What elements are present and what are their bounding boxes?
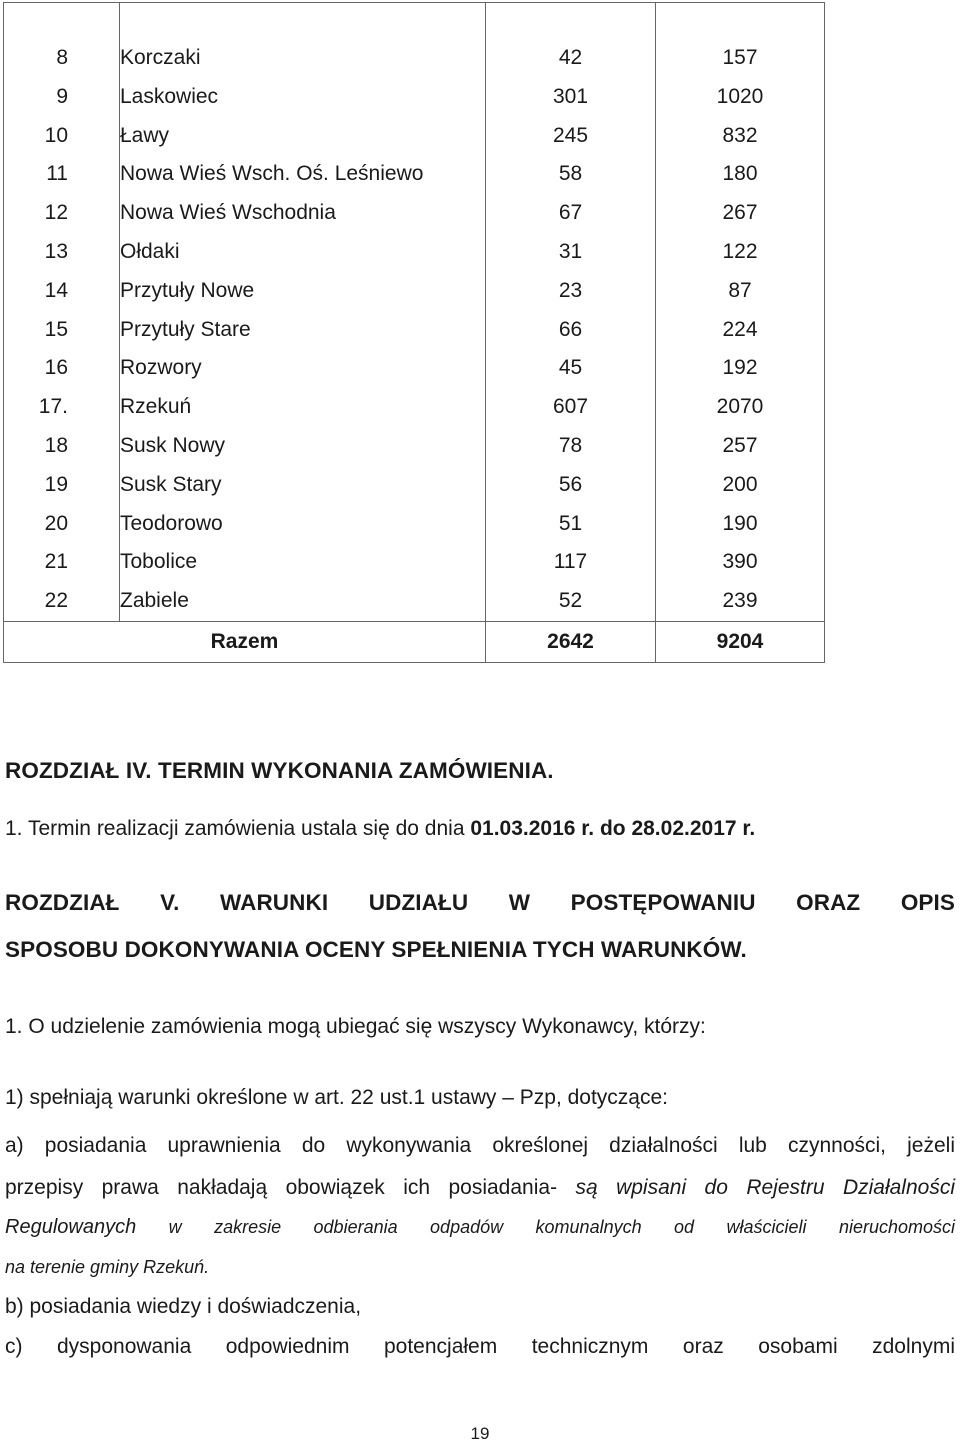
row-number: 9 <box>4 78 120 117</box>
row-number: 13 <box>4 233 120 272</box>
value-a: 31 <box>486 233 656 272</box>
table-row <box>4 505 825 544</box>
row-number: 19 <box>4 466 120 505</box>
chapter-iv-heading: ROZDZIAŁ IV. TERMIN WYKONANIA ZAMÓWIENIA. <box>5 758 554 783</box>
value-a: 42 <box>486 39 656 78</box>
condition-a-line-4: na terenie gminy Rzekuń. <box>5 1257 210 1277</box>
table-row <box>4 388 825 427</box>
village-name: Teodorowo <box>120 505 486 544</box>
value-b: 180 <box>656 155 825 194</box>
village-name: Korczaki <box>120 39 486 78</box>
value-a: 117 <box>486 543 656 582</box>
condition-a-line-1: a) posiadania uprawnienia do wykonywania określonej działalności lub czynności, jeżeli <box>5 1134 955 1157</box>
village-name: Przytuły Stare <box>120 311 486 350</box>
total-label <box>4 621 486 662</box>
village-name: Susk Nowy <box>120 427 486 466</box>
condition-a-line-3-big: Regulowanych <box>5 1216 137 1238</box>
row-number: 15 <box>4 311 120 350</box>
table-row <box>4 582 825 621</box>
table-row <box>4 349 825 388</box>
deadline-text: 1. Termin realizacji zamówienia ustala się do dnia <box>5 817 471 840</box>
table-row <box>4 194 825 233</box>
table-row <box>4 117 825 156</box>
total-row <box>4 621 825 662</box>
village-name: Susk Stary <box>120 466 486 505</box>
value-a: 301 <box>486 78 656 117</box>
condition-c: c) dysponowania odpowiednim potencjałem technicznym oraz osobami zdolnymi <box>5 1335 955 1358</box>
row-number: 10 <box>4 117 120 156</box>
row-number: 18 <box>4 427 120 466</box>
value-b: 267 <box>656 194 825 233</box>
condition-a-line-3 <box>5 1216 955 1239</box>
table-row <box>4 543 825 582</box>
total-label-text: Razem <box>210 629 279 653</box>
condition-b: b) posiadania wiedzy i doświadczenia, <box>5 1295 362 1318</box>
chapter-iv-paragraph-1 <box>5 817 955 841</box>
row-number: 20 <box>4 505 120 544</box>
row-number: 8 <box>4 39 120 78</box>
row-number: 22 <box>4 582 120 621</box>
value-b: 122 <box>656 233 825 272</box>
value-b: 190 <box>656 505 825 544</box>
chapter-v-paragraph-2: 1) spełniają warunki określone w art. 22 ust.1 ustawy – Pzp, dotyczące: <box>5 1086 668 1109</box>
village-name: Laskowiec <box>120 78 486 117</box>
row-number: 16 <box>4 349 120 388</box>
village-name: Ołdaki <box>120 233 486 272</box>
table-row <box>4 466 825 505</box>
value-b: 1020 <box>656 78 825 117</box>
chapter-v-heading-line-2: SPOSOBU DOKONYWANIA OCENY SPEŁNIENIA TYCH WARUNKÓW. <box>5 937 747 962</box>
table-row <box>4 233 825 272</box>
row-number: 12 <box>4 194 120 233</box>
village-name: Rozwory <box>120 349 486 388</box>
value-a: 52 <box>486 582 656 621</box>
value-a: 607 <box>486 388 656 427</box>
chapter-v-heading-line-1: ROZDZIAŁ V. WARUNKI UDZIAŁU W POSTĘPOWANIU ORAZ OPIS <box>5 890 955 915</box>
condition-a-line-2-plain: przepisy prawa nakładają obowiązek ich posiadania- <box>5 1176 576 1199</box>
value-b: 2070 <box>656 388 825 427</box>
row-number: 17. <box>4 388 120 427</box>
condition-a-line-2-italic: są wpisani do Rejestru Działalności <box>575 1176 955 1199</box>
value-b: 192 <box>656 349 825 388</box>
villages-table <box>3 2 824 663</box>
table-header-row <box>4 3 825 40</box>
village-name: Rzekuń <box>120 388 486 427</box>
value-a: 51 <box>486 505 656 544</box>
chapter-v-paragraph-1: 1. O udzielenie zamówienia mogą ubiegać się wszyscy Wykonawcy, którzy: <box>5 1015 706 1038</box>
value-a: 23 <box>486 272 656 311</box>
table-row <box>4 311 825 350</box>
condition-a-line-2 <box>5 1176 955 1200</box>
total-value-b: 9204 <box>656 621 825 662</box>
deadline-dates: 01.03.2016 r. do 28.02.2017 r. <box>470 817 756 840</box>
value-b: 390 <box>656 543 825 582</box>
village-name: Nowa Wieś Wsch. Oś. Leśniewo <box>120 155 486 194</box>
table-row <box>4 427 825 466</box>
value-a: 56 <box>486 466 656 505</box>
value-b: 157 <box>656 39 825 78</box>
page-number: 19 <box>470 1424 490 1443</box>
value-a: 66 <box>486 311 656 350</box>
value-b: 224 <box>656 311 825 350</box>
table-row <box>4 272 825 311</box>
row-number: 14 <box>4 272 120 311</box>
value-b: 257 <box>656 427 825 466</box>
table-row <box>4 78 825 117</box>
village-name: Nowa Wieś Wschodnia <box>120 194 486 233</box>
village-name: Ławy <box>120 117 486 156</box>
row-number: 11 <box>4 155 120 194</box>
table-row <box>4 155 825 194</box>
value-b: 832 <box>656 117 825 156</box>
value-a: 45 <box>486 349 656 388</box>
value-a: 245 <box>486 117 656 156</box>
value-b: 200 <box>656 466 825 505</box>
row-number: 21 <box>4 543 120 582</box>
condition-a-line-3-small: w zakresie odbierania odpadów komunalnych od właścicieli nieruchomości <box>136 1217 955 1237</box>
value-b: 87 <box>656 272 825 311</box>
village-name: Zabiele <box>120 582 486 621</box>
table-row <box>4 39 825 78</box>
value-a: 67 <box>486 194 656 233</box>
village-name: Przytuły Nowe <box>120 272 486 311</box>
village-name: Tobolice <box>120 543 486 582</box>
total-value-a: 2642 <box>486 621 656 662</box>
value-a: 78 <box>486 427 656 466</box>
value-a: 58 <box>486 155 656 194</box>
value-b: 239 <box>656 582 825 621</box>
